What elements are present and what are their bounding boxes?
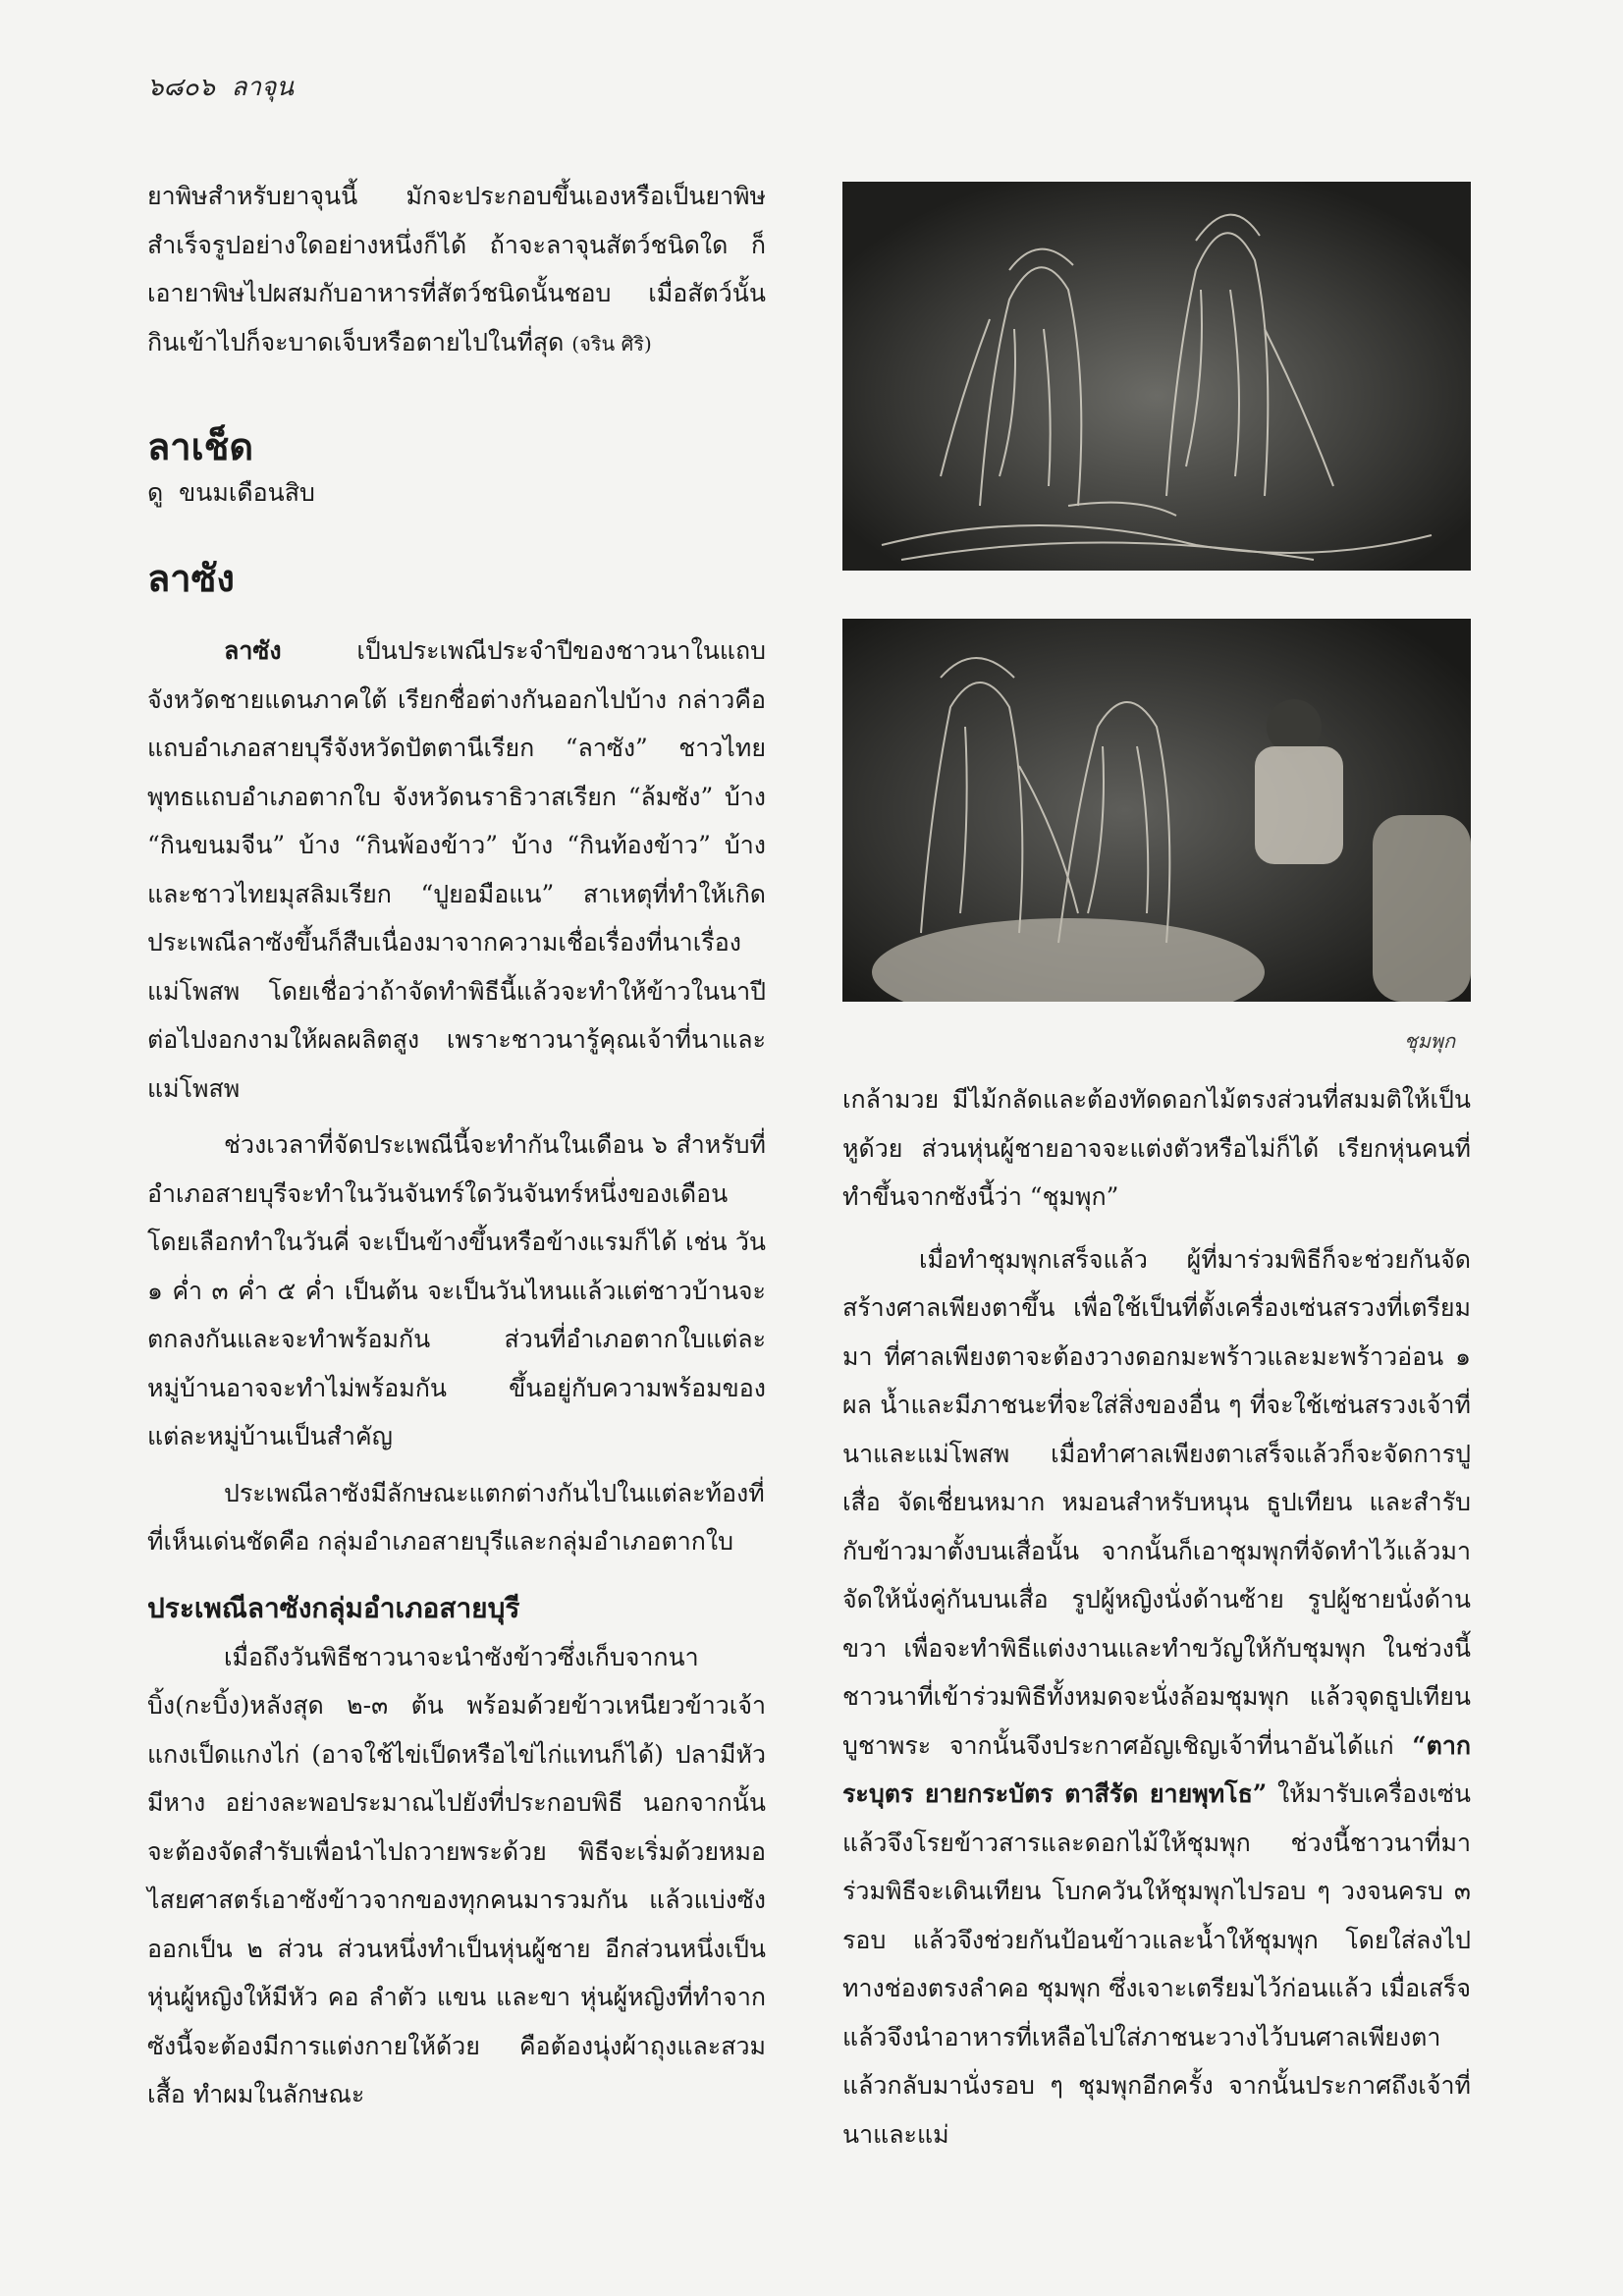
entry-title-lasang: ลาซัง (147, 556, 235, 600)
right-column (842, 1075, 1471, 2159)
see-label: ดู (147, 478, 164, 507)
photo-caption: ชุมพุก (1404, 1029, 1456, 1053)
left-column (147, 172, 766, 2119)
page-number: ๖๘๐๖ (147, 73, 215, 102)
lasang-paragraph-2: ช่วงเวลาที่จัดประเพณีนี้จะทำกันในเดือน ๖ สำหรับที่อำเภอสายบุรีจะทำในวันจันทร์ใดวันจันทร์หนึ่งของเดือน โดยเลือกทำในวันคี่ จะเป็นข้างขึ้นหรือข้างแรมก็ได้ เช่น วัน ๑ ค่ำ ๓ ค่ำ ๕ ค่ำ เป็นต้น จะเป็นวันไหนแล้วแต่ชาวบ้านจะตกลงกันและจะทำพร้อมกัน ส่วนที่อำเภอตากใบแต่ละหมู่บ้านอาจจะทำไม่พร้อมกัน ขึ้นอยู่กับความพร้อมของแต่ละหมู่บ้านเป็นสำคัญ (147, 1130, 766, 1450)
lasang-lead-term: ลาซัง (224, 636, 282, 665)
photo-chumpuk-ritual-image (842, 619, 1471, 1002)
lasang-paragraph-1 (147, 627, 766, 1113)
right-paragraph-1: เกล้ามวย มีไม้กลัดและต้องทัดดอกไม้ตรงส่วนที่สมมติให้เป็นหูด้วย ส่วนหุ่นผู้ชายอาจจะแต่งตัวหรือไม่ก็ได้ เรียกหุ่นคนที่ทำขึ้นจากซังนี้ว่า “ชุมพุก” (842, 1085, 1471, 1211)
page-header (147, 67, 294, 107)
author-credit: (จริน ศิริ) (571, 331, 652, 355)
intro-text: ยาพิษสำหรับยาจุนนี้ มักจะประกอบขึ้นเองหรือเป็นยาพิษสำเร็จรูปอย่างใดอย่างหนึ่งก็ได้ ถ้าจะลาจุนสัตว์ชนิดใด ก็เอายาพิษไปผสมกับอาหารที่สัตว์ชนิดนั้นชอบ เมื่อสัตว์นั้นกินเข้าไปก็จะบาดเจ็บหรือตายไปในที่สุด (147, 182, 766, 356)
see-target: ขนมเดือนสิบ (179, 478, 315, 507)
running-title: ลาจุน (231, 73, 295, 102)
saiburi-paragraph-1: เมื่อถึงวันพิธีชาวนาจะนำซังข้าวซึ่งเก็บจากนาบิ้ง(กะบิ้ง)หลังสุด ๒-๓ ต้น พร้อมด้วยข้าวเหนียวข้าวเจ้า แกงเป็ดแกงไก่ (อาจใช้ไข่เป็ดหรือไข่ไก่แทนก็ได้) ปลามีหัวมีหาง อย่างละพอประมาณไปยังที่ประกอบพิธี นอกจากนั้นจะต้องจัดสำรับเพื่อนำไปถวายพระด้วย พิธีจะเริ่มด้วยหมอไสยศาสตร์เอาซังข้าวจากของทุกคนมารวมกัน แล้วแบ่งซังออกเป็น ๒ ส่วน ส่วนหนึ่งทำเป็นหุ่นผู้ชาย อีกส่วนหนึ่งเป็นหุ่นผู้หญิงให้มีหัว คอ ลำตัว แขน และขา หุ่นผู้หญิงที่ทำจากซังนี้จะต้องมีการแต่งกายให้ด้วย คือต้องนุ่งผ้าถุงและสวมเสื้อ ทำผมในลักษณะ (147, 1642, 766, 2108)
right-paragraph-2 (842, 1235, 1471, 2159)
right-p2-deity-names: “ตากระบุตร ยายกระบัตร ตาสีรัด ยายพุทโธ” (842, 1730, 1471, 1808)
lasang-paragraph-3: ประเพณีลาซังมีลักษณะแตกต่างกันไปในแต่ละท้องที่ที่เห็นเด่นชัดคือ กลุ่มอำเภอสายบุรีและกลุ่มอำเภอตากใบ (147, 1478, 765, 1556)
intro-paragraph (147, 172, 766, 368)
see-also (147, 471, 766, 515)
section-heading-saiburi: ประเพณีลาซังกลุ่มอำเภอสายบุรี (147, 1591, 520, 1624)
right-p2-end: ให้มารับเครื่องเซ่น แล้วจึงโรยข้าวสารและดอกไม้ให้ชุมพุก ช่วงนี้ชาวนาที่มาร่วมพิธีจะเดินเทียน โบกควันให้ชุมพุกไปรอบ ๆ วงจนครบ ๓ รอบ แล้วจึงช่วยกันป้อนข้าวและน้ำให้ชุมพุก โดยใส่ลงไปทางช่องตรงลำคอ ชุมพุก ซึ่งเจาะเตรียมไว้ก่อนแล้ว เมื่อเสร็จแล้วจึงนำอาหารที่เหลือไปใส่ภาชนะวางไว้บนศาลเพียงตาแล้วกลับมานั่งรอบ ๆ ชุมพุกอีกครั้ง จากนั้นประกาศถึงเจ้าที่นาและแม่ (842, 1779, 1471, 2149)
photo-chumpuk-ritual (842, 619, 1471, 1002)
lasang-p1-text: เป็นประเพณีประจำปีของชาวนาในแถบจังหวัดชายแดนภาคใต้ เรียกชื่อต่างกันออกไปบ้าง กล่าวคือ แถบอำเภอสายบุรีจังหวัดปัตตานีเรียก “ลาซัง” ชาวไทยพุทธแถบอำเภอตากใบ จังหวัดนราธิวาสเรียก “ล้มซัง” บ้าง “กินขนมจีน” บ้าง “กินพ้องข้าว” บ้าง “กินท้องข้าว” บ้าง และชาวไทยมุสลิมเรียก “ปูยอมือแน” สาเหตุที่ทำให้เกิดประเพณีลาซังขึ้นก็สืบเนื่องมาจากความเชื่อเรื่องที่นาเรื่องแม่โพสพ โดยเชื่อว่าถ้าจัดทำพิธีนี้แล้วจะทำให้ข้าวในนาปีต่อไปงอกงามให้ผลผลิตสูง เพราะชาวนารู้คุณเจ้าที่นาและแม่โพสพ (147, 636, 766, 1103)
photo-straw-effigies-image (842, 182, 1471, 571)
entry-title-lached: ลาเช็ด (147, 424, 254, 468)
right-p2-start: เมื่อทำชุมพุกเสร็จแล้ว ผู้ที่มาร่วมพิธีก็จะช่วยกันจัดสร้างศาลเพียงตาขึ้น เพื่อใช้เป็นที่ตั้งเครื่องเซ่นสรวงที่เตรียมมา ที่ศาลเพียงตาจะต้องวางดอกมะพร้าวและมะพร้าวอ่อน ๑ ผล น้ำและมีภาชนะที่จะใส่สิ่งของอื่น ๆ ที่จะใช้เซ่นสรวงเจ้าที่นาและแม่โพสพ เมื่อทำศาลเพียงตาเสร็จแล้วก็จะจัดการปูเสื่อ จัดเชี่ยนหมาก หมอนสำหรับหนุน ธูปเทียน และสำรับกับข้าวมาตั้งบนเสื่อนั้น จากนั้นก็เอาชุมพุกที่จัดทำไว้แล้วมาจัดให้นั่งคู่กันบนเสื่อ รูปผู้หญิงนั่งด้านซ้าย รูปผู้ชายนั่งด้านขวา เพื่อจะทำพิธีแต่งงานและทำขวัญให้กับชุมพุก ในช่วงนี้ชาวนาที่เข้าร่วมพิธีทั้งหมดจะนั่งล้อมชุมพุก แล้วจุดธูปเทียนบูชาพระ จากนั้นจึงประกาศอัญเชิญเจ้าที่นาอันได้แก่ (842, 1244, 1471, 1760)
photo-straw-effigies (842, 182, 1471, 571)
